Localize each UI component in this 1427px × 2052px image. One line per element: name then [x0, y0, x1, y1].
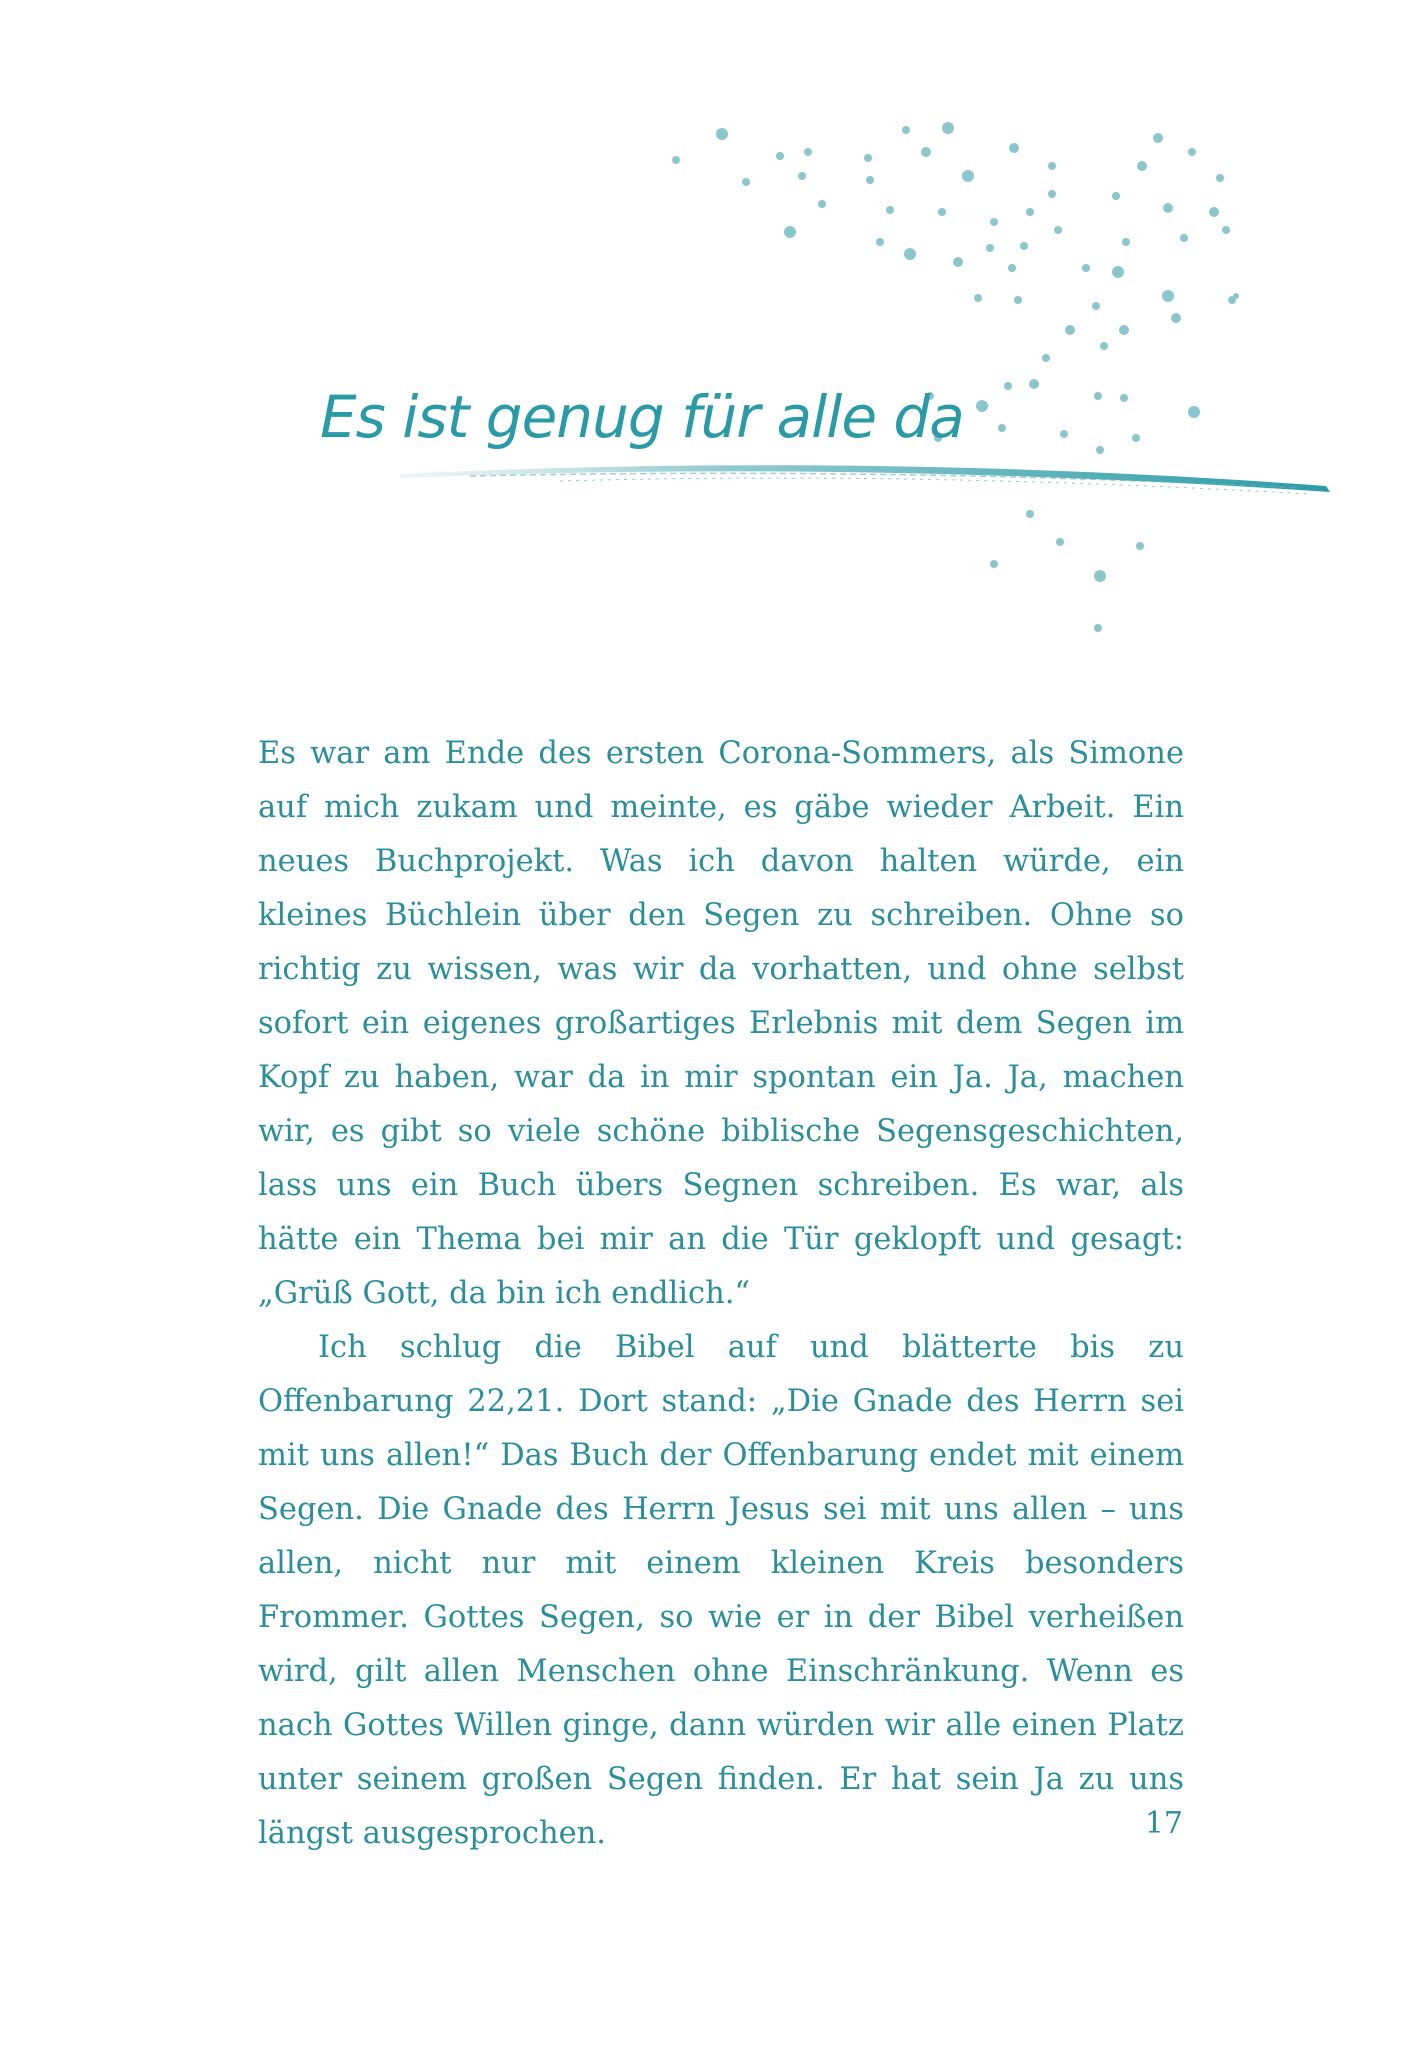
chapter-title: Es ist genug für alle da [320, 383, 964, 451]
body-text [258, 727, 1184, 1861]
dots [672, 122, 1239, 632]
dot-scatter-decoration [0, 0, 1427, 700]
paragraph-2: Ich schlug die Bibel auf und blätterte bis zu Offenbarung 22,21. Dort stand: „Die Gnade des Herrn sei mit uns allen!“ Das Buch der Offenbarung endet mit einem Segen. Die Gnade des Herrn Jesus sei mit uns allen – uns allen, nicht nur mit einem kleinen Kreis besonders Frommer. Gottes Segen, so wie er in der Bibel verheißen wird, gilt allen Menschen ohne Einschränkung. Wenn es nach Gottes Willen ginge, dann würden wir alle einen Platz unter seinem großen Segen finden. Er hat sein Ja zu uns längst ausgesprochen. [258, 1330, 1184, 1851]
brush-stroke [400, 465, 1330, 494]
paragraph-1: Es war am Ende des ersten Corona-Sommers, als Simone auf mich zukam und meinte, es gäbe wieder Arbeit. Ein neues Buchprojekt. Was ich davon halten würde, ein kleines Büchlein über den Segen zu schreiben. Ohne so richtig zu wissen, was wir da vorhatten, und ohne selbst sofort ein eigenes großartiges Erlebnis mit dem Segen im Kopf zu haben, war da in mir spontan ein Ja. Ja, machen wir, es gibt so viele schöne biblische Segensgeschichten, lass uns ein Buch übers Segnen schreiben. Es war, als hätte ein Thema bei mir an die Tür geklopft und gesagt: „Grüß Gott, da bin ich endlich.“ [258, 736, 1184, 1311]
page-number: 17 [1144, 1806, 1183, 1841]
